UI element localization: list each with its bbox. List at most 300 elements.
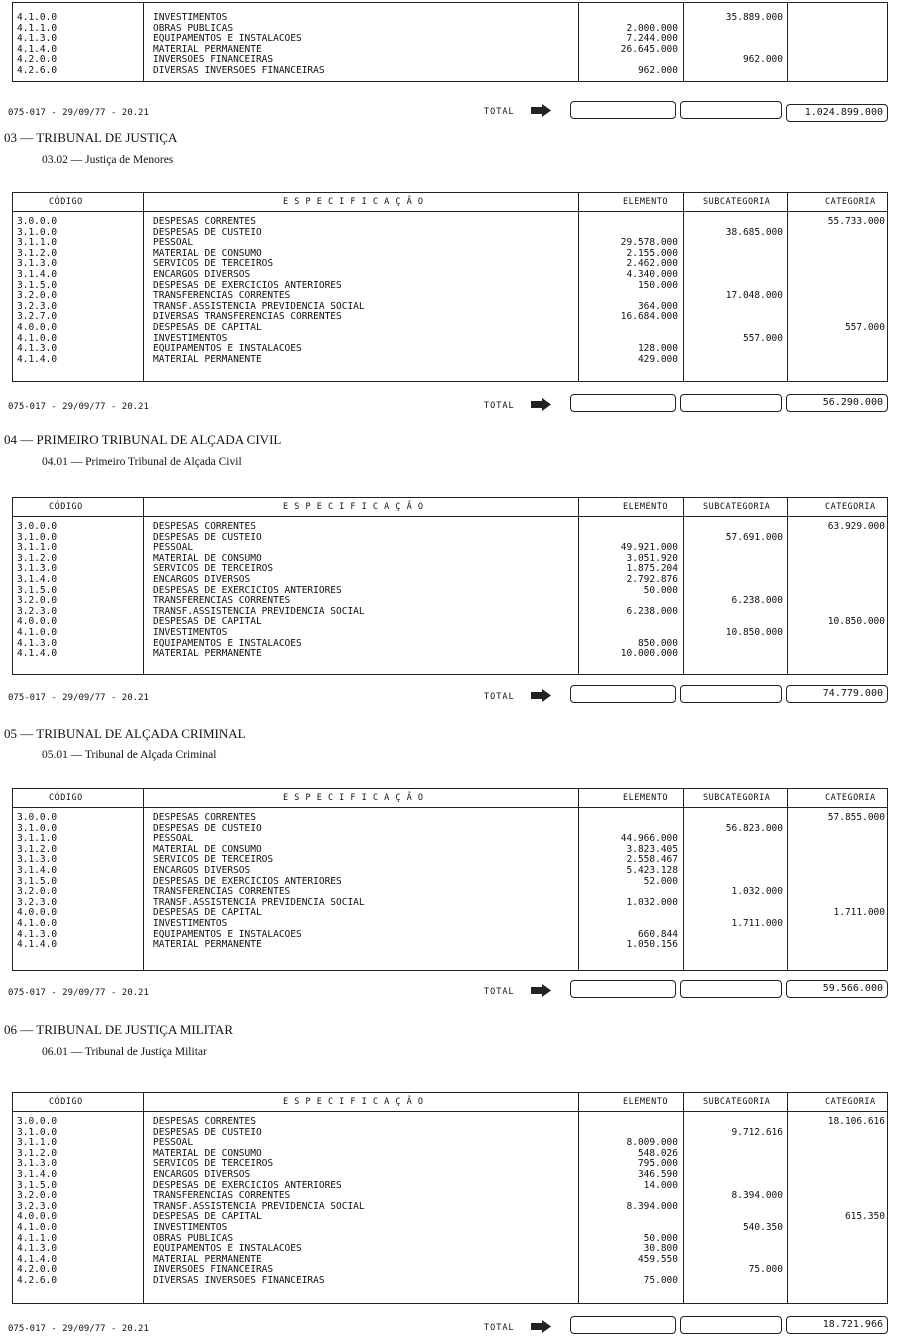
- row-code: 3.1.1.0: [17, 237, 58, 249]
- row-subcategoria: 75.000: [748, 1264, 783, 1276]
- table-row: [13, 607, 887, 618]
- row-spec: DESPESAS CORRENTES: [153, 1116, 256, 1127]
- header-especificacao: E S P E C I F I C A Ç Ã O: [283, 197, 424, 207]
- row-elemento: 50.000: [643, 584, 678, 596]
- table-row: [13, 543, 887, 554]
- row-elemento: 2.792.876: [626, 573, 678, 585]
- row-elemento: 16.684.000: [620, 311, 678, 323]
- row-elemento: 2.558.467: [626, 854, 678, 866]
- row-spec: MATERIAL DE CONSUMO: [153, 247, 262, 259]
- row-spec: ENCARGOS DIVERSOS: [153, 573, 251, 585]
- row-subcategoria: 57.691.000: [725, 531, 783, 543]
- row-elemento: 8.009.000: [626, 1137, 678, 1149]
- row-code: 4.2.6.0: [17, 1274, 58, 1286]
- row-code: 3.2.3.0: [17, 300, 58, 312]
- row-elemento: 5.423.128: [626, 864, 678, 876]
- row-code: 3.1.3.0: [17, 854, 58, 866]
- row-subcategoria: 6.238.000: [731, 595, 783, 607]
- row-elemento: 52.000: [643, 875, 678, 887]
- row-code: 4.1.4.0: [17, 353, 58, 365]
- row-spec: DESPESAS CORRENTES: [153, 812, 256, 823]
- header-subcategoria: SUBCATEGORIA: [703, 793, 771, 803]
- row-code: 3.1.4.0: [17, 573, 58, 585]
- row-code: 4.0.0.0: [17, 1211, 58, 1223]
- row-code: 3.1.3.0: [17, 258, 58, 270]
- row-elemento: 8.394.000: [626, 1200, 678, 1212]
- footer-code: 075-017 - 29/09/77 - 20.21: [8, 108, 149, 118]
- table-row: [13, 887, 887, 898]
- row-code: 4.2.0.0: [17, 54, 58, 66]
- row-code: 3.1.3.0: [17, 1158, 58, 1170]
- row-spec: MATERIAL PERMANENTE: [153, 43, 262, 55]
- row-code: 4.1.0.0: [17, 1221, 58, 1233]
- row-elemento: 346.590: [637, 1168, 678, 1180]
- row-spec: TRANSFERENCIAS CORRENTES: [153, 886, 291, 898]
- row-code: 3.1.2.0: [17, 1147, 58, 1159]
- total-label: TOTAL: [484, 692, 515, 702]
- table-row: [13, 13, 887, 24]
- section-subtitle: 04.01 — Primeiro Tribunal de Alçada Civil: [42, 456, 242, 468]
- table-row: [13, 596, 887, 607]
- row-spec: PESSOAL: [153, 1137, 194, 1149]
- footer-code: 075-017 - 29/09/77 - 20.21: [8, 693, 149, 703]
- table-row: [13, 898, 887, 909]
- total-label: TOTAL: [484, 1323, 515, 1333]
- header-codigo: CÓDIGO: [49, 197, 83, 207]
- row-code: 4.1.0.0: [17, 626, 58, 638]
- header-especificacao: E S P E C I F I C A Ç Ã O: [283, 793, 424, 803]
- total-box-categoria: 1.024.899.000: [786, 104, 888, 122]
- row-code: 3.1.4.0: [17, 864, 58, 876]
- row-spec: INVERSOES FINANCEIRAS: [153, 54, 274, 66]
- row-code: 3.1.1.0: [17, 1137, 58, 1149]
- row-spec: DESPESAS DE EXERCICIOS ANTERIORES: [153, 279, 342, 291]
- table-row: [13, 249, 887, 260]
- section-title: 03 — TRIBUNAL DE JUSTIÇA: [4, 130, 178, 145]
- table-row: [13, 302, 887, 313]
- row-elemento: 3.823.405: [626, 843, 678, 855]
- table-row: [13, 1191, 887, 1202]
- footer-code: 075-017 - 29/09/77 - 20.21: [8, 1324, 149, 1334]
- header-categoria: CATEGORIA: [825, 502, 876, 512]
- total-label: TOTAL: [484, 107, 515, 117]
- row-categoria: 57.855.000: [827, 812, 885, 823]
- row-elemento: 1.050.156: [626, 939, 678, 951]
- row-spec: DESPESAS DE CAPITAL: [153, 616, 262, 628]
- budget-table: [12, 497, 888, 675]
- row-spec: ENCARGOS DIVERSOS: [153, 864, 251, 876]
- table-row: [13, 344, 887, 355]
- table-row: [13, 217, 887, 228]
- row-spec: EQUIPAMENTOS E INSTALACOES: [153, 637, 302, 649]
- row-code: 3.0.0.0: [17, 1116, 58, 1127]
- row-code: 3.1.2.0: [17, 843, 58, 855]
- table-row: [13, 238, 887, 249]
- row-subcategoria: 557.000: [742, 332, 783, 344]
- table-row: [13, 639, 887, 650]
- row-elemento: 150.000: [637, 279, 678, 291]
- total-box-elemento: [570, 685, 676, 703]
- row-code: 3.0.0.0: [17, 521, 58, 532]
- table-row: [13, 1149, 887, 1160]
- row-subcategoria: 10.850.000: [725, 626, 783, 638]
- row-code: 3.1.5.0: [17, 279, 58, 291]
- row-spec: DESPESAS DE EXERCICIOS ANTERIORES: [153, 584, 342, 596]
- table-row: [13, 1234, 887, 1245]
- row-spec: DIVERSAS INVERSOES FINANCEIRAS: [153, 64, 325, 76]
- row-elemento: 2.000.000: [626, 22, 678, 34]
- table-row: [13, 575, 887, 586]
- header-subcategoria: SUBCATEGORIA: [703, 502, 771, 512]
- row-subcategoria: 56.823.000: [725, 822, 783, 834]
- row-elemento: 7.244.000: [626, 33, 678, 45]
- row-spec: MATERIAL PERMANENTE: [153, 353, 262, 365]
- row-code: 3.1.0.0: [17, 1126, 58, 1138]
- row-spec: DIVERSAS INVERSOES FINANCEIRAS: [153, 1274, 325, 1286]
- row-code: 3.2.3.0: [17, 1200, 58, 1212]
- header-categoria: CATEGORIA: [825, 793, 876, 803]
- row-code: 3.1.2.0: [17, 552, 58, 564]
- table-row: [13, 323, 887, 334]
- row-elemento: 14.000: [643, 1179, 678, 1191]
- row-elemento: 459.550: [637, 1253, 678, 1265]
- row-spec: MATERIAL PERMANENTE: [153, 648, 262, 660]
- row-spec: EQUIPAMENTOS E INSTALACOES: [153, 1243, 302, 1255]
- row-code: 3.1.3.0: [17, 563, 58, 575]
- table-row: [13, 334, 887, 345]
- header-codigo: CÓDIGO: [49, 1097, 83, 1107]
- row-code: 3.2.3.0: [17, 605, 58, 617]
- row-spec: TRANSFERENCIAS CORRENTES: [153, 1190, 291, 1202]
- row-code: 4.1.1.0: [17, 22, 58, 34]
- arrow-right-icon: [531, 689, 551, 702]
- row-elemento: 364.000: [637, 300, 678, 312]
- row-spec: INVERSOES FINANCEIRAS: [153, 1264, 274, 1276]
- row-spec: EQUIPAMENTOS E INSTALACOES: [153, 33, 302, 45]
- row-spec: ENCARGOS DIVERSOS: [153, 1168, 251, 1180]
- row-elemento: 128.000: [637, 343, 678, 355]
- table-row: [13, 940, 887, 951]
- row-code: 3.2.0.0: [17, 290, 58, 302]
- row-elemento: 2.462.000: [626, 258, 678, 270]
- table-row: [13, 930, 887, 941]
- row-elemento: 49.921.000: [620, 542, 678, 554]
- table-row: [13, 1202, 887, 1213]
- total-box-elemento: [570, 1316, 676, 1334]
- row-code: 3.1.1.0: [17, 542, 58, 554]
- total-box-categoria: 56.290.000: [786, 394, 888, 412]
- row-code: 4.1.3.0: [17, 1243, 58, 1255]
- row-spec: INVESTIMENTOS: [153, 332, 228, 344]
- table-row: [13, 270, 887, 281]
- table-row: [13, 866, 887, 877]
- row-spec: OBRAS PUBLICAS: [153, 22, 234, 34]
- row-elemento: 548.026: [637, 1147, 678, 1159]
- table-row: [13, 66, 887, 77]
- table-row: [13, 1128, 887, 1139]
- row-elemento: 850.000: [637, 637, 678, 649]
- total-box-subcategoria: [680, 394, 782, 412]
- budget-table: [12, 192, 888, 382]
- section-title: 05 — TRIBUNAL DE ALÇADA CRIMINAL: [4, 726, 246, 741]
- row-spec: TRANSF.ASSISTENCIA PREVIDENCIA SOCIAL: [153, 300, 365, 312]
- total-box-categoria: 74.779.000: [786, 685, 888, 703]
- table-row: [13, 1138, 887, 1149]
- arrow-right-icon: [531, 984, 551, 997]
- row-code: 3.2.7.0: [17, 311, 58, 323]
- footer-code: 075-017 - 29/09/77 - 20.21: [8, 402, 149, 412]
- top-continuation-table: [12, 2, 888, 82]
- header-codigo: CÓDIGO: [49, 793, 83, 803]
- row-code: 4.1.4.0: [17, 648, 58, 660]
- row-spec: DESPESAS DE CAPITAL: [153, 321, 262, 333]
- arrow-right-icon: [531, 104, 551, 117]
- header-categoria: CATEGORIA: [825, 197, 876, 207]
- row-code: 4.1.0.0: [17, 917, 58, 929]
- row-code: 4.1.3.0: [17, 637, 58, 649]
- row-spec: DESPESAS DE CUSTEIO: [153, 531, 262, 543]
- row-spec: MATERIAL DE CONSUMO: [153, 843, 262, 855]
- row-code: 3.2.0.0: [17, 1190, 58, 1202]
- row-subcategoria: 540.350: [742, 1221, 783, 1233]
- row-subcategoria: 1.711.000: [731, 917, 783, 929]
- row-code: 4.1.3.0: [17, 928, 58, 940]
- row-spec: DESPESAS CORRENTES: [153, 216, 256, 227]
- row-categoria: 1.711.000: [833, 907, 885, 919]
- row-spec: MATERIAL DE CONSUMO: [153, 1147, 262, 1159]
- section-title: 04 — PRIMEIRO TRIBUNAL DE ALÇADA CIVIL: [4, 432, 282, 447]
- table-row: [13, 312, 887, 323]
- row-spec: SERVICOS DE TERCEIROS: [153, 563, 274, 575]
- row-code: 4.1.0.0: [17, 332, 58, 344]
- row-spec: PESSOAL: [153, 542, 194, 554]
- section-subtitle: 05.01 — Tribunal de Alçada Criminal: [42, 749, 217, 761]
- table-row: [13, 813, 887, 824]
- row-subcategoria: 8.394.000: [731, 1190, 783, 1202]
- section-subtitle: 06.01 — Tribunal de Justiça Militar: [42, 1046, 207, 1058]
- row-spec: DESPESAS DE CUSTEIO: [153, 226, 262, 238]
- total-box-elemento: [570, 394, 676, 412]
- header-elemento: ELEMENTO: [623, 502, 668, 512]
- budget-table: [12, 788, 888, 971]
- row-spec: DESPESAS DE CAPITAL: [153, 1211, 262, 1223]
- table-row: [13, 24, 887, 35]
- table-row: [13, 34, 887, 45]
- row-spec: SERVICOS DE TERCEIROS: [153, 1158, 274, 1170]
- row-elemento: 2.155.000: [626, 247, 678, 259]
- row-spec: DESPESAS CORRENTES: [153, 521, 256, 532]
- row-elemento: 1.032.000: [626, 896, 678, 908]
- table-row: [13, 259, 887, 270]
- row-spec: DIVERSAS TRANSFERENCIAS CORRENTES: [153, 311, 342, 323]
- table-row: [13, 291, 887, 302]
- table-row: [13, 845, 887, 856]
- row-spec: TRANSFERENCIAS CORRENTES: [153, 595, 291, 607]
- row-subcategoria: 962.000: [742, 54, 783, 66]
- row-spec: DESPESAS DE EXERCICIOS ANTERIORES: [153, 1179, 342, 1191]
- row-code: 4.0.0.0: [17, 616, 58, 628]
- section-title: 06 — TRIBUNAL DE JUSTIÇA MILITAR: [4, 1022, 233, 1037]
- table-row: [13, 355, 887, 366]
- table-row: [13, 628, 887, 639]
- row-elemento: 4.340.000: [626, 268, 678, 280]
- row-spec: EQUIPAMENTOS E INSTALACOES: [153, 343, 302, 355]
- row-code: 3.1.5.0: [17, 875, 58, 887]
- total-box-subcategoria: [680, 1316, 782, 1334]
- total-box-categoria: 59.566.000: [786, 980, 888, 998]
- row-spec: EQUIPAMENTOS E INSTALACOES: [153, 928, 302, 940]
- row-code: 3.1.0.0: [17, 531, 58, 543]
- row-categoria: 63.929.000: [827, 521, 885, 532]
- table-row: [13, 564, 887, 575]
- row-spec: SERVICOS DE TERCEIROS: [153, 258, 274, 270]
- row-code: 4.1.4.0: [17, 1253, 58, 1265]
- row-spec: SERVICOS DE TERCEIROS: [153, 854, 274, 866]
- row-elemento: 44.966.000: [620, 833, 678, 845]
- table-row: [13, 1117, 887, 1128]
- row-categoria: 18.106.616: [827, 1116, 885, 1127]
- footer-code: 075-017 - 29/09/77 - 20.21: [8, 988, 149, 998]
- row-categoria: 557.000: [844, 321, 885, 333]
- row-elemento: 1.875.204: [626, 563, 678, 575]
- row-spec: TRANSF.ASSISTENCIA PREVIDENCIA SOCIAL: [153, 1200, 365, 1212]
- row-spec: INVESTIMENTOS: [153, 626, 228, 638]
- row-spec: MATERIAL PERMANENTE: [153, 939, 262, 951]
- row-subcategoria: 1.032.000: [731, 886, 783, 898]
- table-row: [13, 1265, 887, 1276]
- header-elemento: ELEMENTO: [623, 793, 668, 803]
- row-spec: TRANSFERENCIAS CORRENTES: [153, 290, 291, 302]
- row-elemento: 795.000: [637, 1158, 678, 1170]
- row-code: 3.2.0.0: [17, 886, 58, 898]
- row-elemento: 429.000: [637, 353, 678, 365]
- section-subtitle: 03.02 — Justiça de Menores: [42, 154, 174, 166]
- row-code: 3.1.2.0: [17, 247, 58, 259]
- total-box-subcategoria: [680, 685, 782, 703]
- row-spec: MATERIAL PERMANENTE: [153, 1253, 262, 1265]
- row-spec: INVESTIMENTOS: [153, 1221, 228, 1233]
- row-code: 4.1.4.0: [17, 939, 58, 951]
- total-box-elemento: [570, 980, 676, 998]
- row-subcategoria: 17.048.000: [725, 290, 783, 302]
- total-box-subcategoria: [680, 980, 782, 998]
- row-subcategoria: 35.889.000: [725, 12, 783, 23]
- row-elemento: 3.051.920: [626, 552, 678, 564]
- total-box-subcategoria: [680, 101, 782, 119]
- table-row: [13, 855, 887, 866]
- row-elemento: 26.645.000: [620, 43, 678, 55]
- row-code: 4.1.3.0: [17, 343, 58, 355]
- row-spec: DESPESAS DE CAPITAL: [153, 907, 262, 919]
- row-elemento: 30.800: [643, 1243, 678, 1255]
- header-codigo: CÓDIGO: [49, 502, 83, 512]
- row-code: 3.1.4.0: [17, 1168, 58, 1180]
- row-code: 4.0.0.0: [17, 321, 58, 333]
- row-elemento: 50.000: [643, 1232, 678, 1244]
- table-row: [13, 834, 887, 845]
- arrow-right-icon: [531, 1320, 551, 1333]
- total-label: TOTAL: [484, 987, 515, 997]
- row-code: 3.0.0.0: [17, 216, 58, 227]
- row-spec: INVESTIMENTOS: [153, 917, 228, 929]
- row-code: 4.0.0.0: [17, 907, 58, 919]
- row-spec: PESSOAL: [153, 833, 194, 845]
- table-row: [13, 1223, 887, 1234]
- row-spec: TRANSF.ASSISTENCIA PREVIDENCIA SOCIAL: [153, 605, 365, 617]
- row-code: 3.1.5.0: [17, 1179, 58, 1191]
- total-box-categoria: 18.721.966: [786, 1316, 888, 1334]
- header-especificacao: E S P E C I F I C A Ç Ã O: [283, 1097, 424, 1107]
- row-elemento: 75.000: [643, 1274, 678, 1286]
- table-row: [13, 824, 887, 835]
- header-subcategoria: SUBCATEGORIA: [703, 1097, 771, 1107]
- table-row: [13, 522, 887, 533]
- row-spec: MATERIAL DE CONSUMO: [153, 552, 262, 564]
- row-spec: OBRAS PUBLICAS: [153, 1232, 234, 1244]
- header-elemento: ELEMENTO: [623, 1097, 668, 1107]
- table-row: [13, 55, 887, 66]
- header-especificacao: E S P E C I F I C A Ç Ã O: [283, 502, 424, 512]
- row-elemento: 962.000: [637, 64, 678, 76]
- header-elemento: ELEMENTO: [623, 197, 668, 207]
- row-code: 3.1.0.0: [17, 226, 58, 238]
- header-subcategoria: SUBCATEGORIA: [703, 197, 771, 207]
- total-box-elemento: [570, 101, 676, 119]
- row-code: 3.0.0.0: [17, 812, 58, 823]
- table-row: [13, 228, 887, 239]
- row-spec: TRANSF.ASSISTENCIA PREVIDENCIA SOCIAL: [153, 896, 365, 908]
- table-row: [13, 649, 887, 660]
- row-categoria: 55.733.000: [827, 216, 885, 227]
- table-row: [13, 1276, 887, 1287]
- row-spec: DESPESAS DE CUSTEIO: [153, 822, 262, 834]
- row-code: 3.1.0.0: [17, 822, 58, 834]
- table-row: [13, 554, 887, 565]
- row-elemento: 29.578.000: [620, 237, 678, 249]
- row-elemento: 6.238.000: [626, 605, 678, 617]
- row-spec: DESPESAS DE EXERCICIOS ANTERIORES: [153, 875, 342, 887]
- row-code: 4.1.0.0: [17, 12, 58, 23]
- budget-table: [12, 1092, 888, 1304]
- row-code: 3.1.1.0: [17, 833, 58, 845]
- row-code: 3.1.4.0: [17, 268, 58, 280]
- row-subcategoria: 38.685.000: [725, 226, 783, 238]
- table-row: [13, 1170, 887, 1181]
- row-code: 4.1.1.0: [17, 1232, 58, 1244]
- table-row: [13, 1159, 887, 1170]
- total-label: TOTAL: [484, 401, 515, 411]
- row-categoria: 10.850.000: [827, 616, 885, 628]
- row-spec: ENCARGOS DIVERSOS: [153, 268, 251, 280]
- row-code: 4.1.3.0: [17, 33, 58, 45]
- row-elemento: 660.844: [637, 928, 678, 940]
- row-code: 3.2.0.0: [17, 595, 58, 607]
- header-categoria: CATEGORIA: [825, 1097, 876, 1107]
- table-row: [13, 1244, 887, 1255]
- table-row: [13, 533, 887, 544]
- row-code: 3.1.5.0: [17, 584, 58, 596]
- row-code: 4.2.6.0: [17, 64, 58, 76]
- row-spec: PESSOAL: [153, 237, 194, 249]
- row-code: 4.2.0.0: [17, 1264, 58, 1276]
- arrow-right-icon: [531, 398, 551, 411]
- table-row: [13, 919, 887, 930]
- row-elemento: 10.000.000: [620, 648, 678, 660]
- row-categoria: 615.350: [844, 1211, 885, 1223]
- row-code: 3.2.3.0: [17, 896, 58, 908]
- row-subcategoria: 9.712.616: [731, 1126, 783, 1138]
- row-spec: INVESTIMENTOS: [153, 12, 228, 23]
